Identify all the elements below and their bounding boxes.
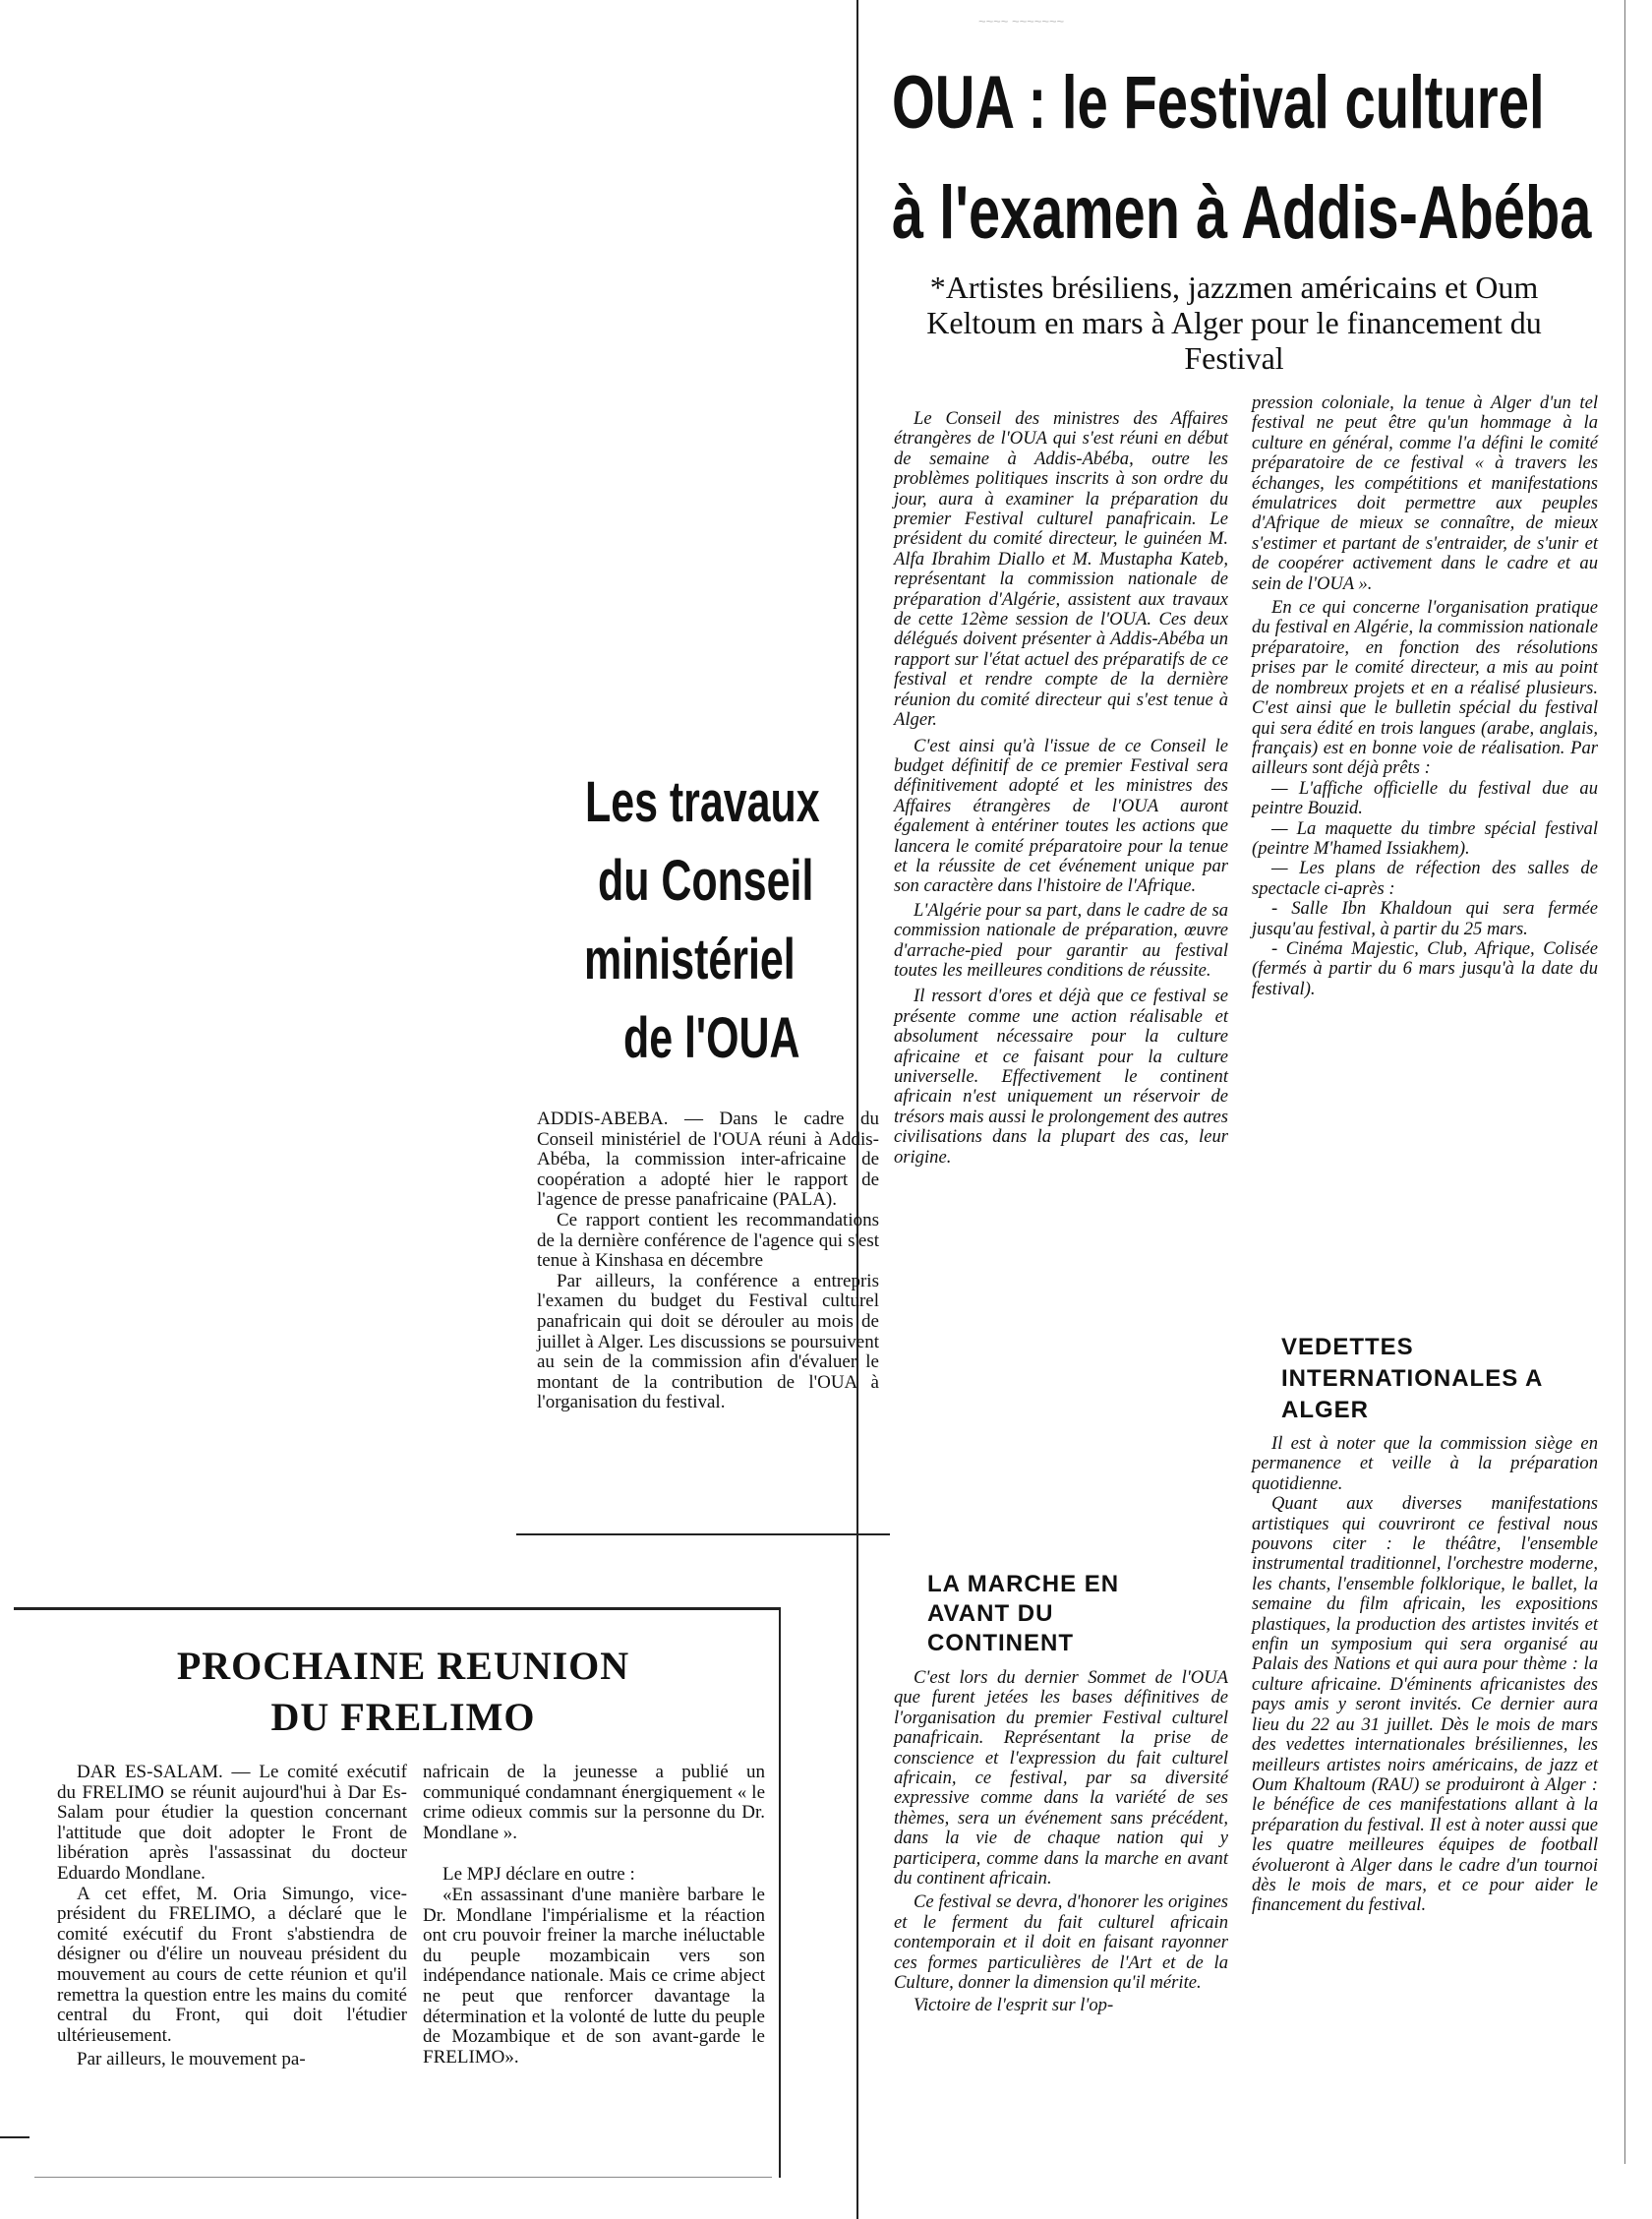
- frelimo-col1-para: Par ailleurs, le mouvement pa-: [77, 2049, 306, 2070]
- main-col1b-para: Ce festival se devra, d'honorer les origines et le ferment du fait culturel africain contemporain et il doit en faisant rayonner ces formes particulières de l'Art et de la Culture, donner la dimension qu'il mérite.: [894, 1891, 1228, 1994]
- travaux-title-line: Les travaux: [585, 770, 820, 834]
- travaux-para: Ce rapport contient les recommandations de la dernière conférence de l'agence qui s'est tenue à Kinshasa en décembre: [537, 1209, 879, 1272]
- travaux-para: Par ailleurs, la conférence a entrepris l'examen du budget du Festival culturel panafricain qui doit se dérouler au mois de juillet à Alger. Les discussions se poursuivent au sein de la commission afin d'évaluer le montant de la contribution de l'OUA à l'organisation du festival.: [537, 1270, 879, 1413]
- main-col2-para: - Cinéma Majestic, Club, Afrique, Colisée (fermés à partir du 6 mars jusqu'à la date du festival).: [1252, 937, 1598, 999]
- travaux-article: [531, 767, 895, 1534]
- main-col2: [1252, 393, 1598, 999]
- frelimo-title-line2: DU FRELIMO: [270, 1695, 536, 1739]
- frelimo-col1-para: A cet effet, M. Oria Simungo, vice-président du FRELIMO, a déclaré que le comité exécutif du Front s'abstiendra de désigner ou d'élire un nouveau président du mouvement au cours de cette réunion et qu'il remettra la question entre les mains du comité central du Front, qui doit l'étudier ultérieusement.: [57, 1883, 407, 2046]
- main-col1-para: Il ressort d'ores et déjà que ce festival se présente comme une action réalisable et absolument nécessaire pour la culture africaine et ce faisant pour la culture universelle. Effectivement le continent africain n'est uniquement un réservoir de trésors mais aussi le prolongement des autres civilisations dans la plupart des cas, leur origine.: [894, 986, 1228, 1168]
- frelimo-col1-para: DAR ES-SALAM. — Le comité exécutif du FRELIMO se réunit aujourd'hui à Dar Es-Salam pour étudier la question concernant l'attitude que doit adopter le Front de libération après l'assassinat du docteur Eduardo Mondlane.: [57, 1762, 407, 1884]
- main-col2-para: — Les plans de réfection des salles de spectacle ci-après :: [1252, 858, 1598, 899]
- main-col2-para: pression coloniale, la tenue à Alger d'un tel festival ne peut être qu'un hommage à la culture en général, comme l'a défini le comité préparatoire de ce festival « à travers les échanges, les compétitions et manifestations émulatrices doit permettre aux peuples d'Afrique de mieux se connaître, de mieux s'estimer et partant de s'entraider, de s'unir et de coopérer activement dans le cadre et au sein de l'OUA ».: [1252, 392, 1598, 594]
- main-article: [870, 59, 1618, 2203]
- frelimo-col2-para: «En assassinant d'une manière barbare le Dr. Mondlane l'impérialisme et la réaction ont cru pouvoir freiner la marche inéluctable du peuple mozambicain vers son indépendance nationale. Mais ce crime abject ne peut que renforcer davantage la détermination et la volonté de lutte du peuple de Mozambique et de son avant-garde le FRELIMO».: [423, 1884, 765, 2068]
- subhead-vedettes: VEDETTES INTERNATIONALES A ALGER: [1281, 1334, 1543, 1423]
- frelimo-col2: [423, 1763, 765, 2068]
- main-col2-para: - Salle Ibn Khaldoun qui sera fermée jusqu'au festival, à partir du 25 mars.: [1252, 898, 1598, 939]
- travaux-title-line: ministériel: [584, 928, 796, 991]
- travaux-title-line: de l'OUA: [623, 1006, 800, 1070]
- main-title-line2: à l'examen à Addis-Abéba: [892, 171, 1592, 255]
- main-col1-para: L'Algérie pour sa part, dans le cadre de sa commission nationale de préparation, œuvre d'arrache-pied pour garantir au festival toutes les meilleures conditions de réussite.: [894, 899, 1228, 981]
- main-col2b-para: Il est à noter que la commission siège en permanence et veille à la préparation quotidienne.: [1252, 1433, 1598, 1494]
- main-col1-para: Le Conseil des ministres des Affaires étrangères de l'OUA qui s'est réuni en début de semaine à Addis-Abéba, outre les problèmes politiques inscrits à son ordre du jour, aura à examiner la préparation du premier Festival culturel panafricain. Le président du comité directeur, le guinéen M. Alfa Ibrahim Diallo et M. Mustapha Kateb, représentant la commission nationale de préparation d'Algérie, assistent aux travaux de cette 12ème session de l'OUA. Ces deux délégués doivent présenter à Addis-Abéba un rapport sur l'état actuel des préparatifs de ce festival et rendre compte de la dernière réunion du comité directeur qui s'est tenue à Alger.: [894, 408, 1228, 731]
- main-col2b: [1252, 1434, 1598, 1916]
- frelimo-title-line1: PROCHAINE REUNION: [176, 1644, 630, 1688]
- frelimo-left-tick: [0, 2136, 30, 2138]
- column-rule-frelimo-top: [14, 1607, 781, 1610]
- frelimo-article: [30, 1633, 777, 2174]
- main-title-line1: OUA : le Festival culturel: [892, 61, 1545, 145]
- frelimo-col1: [57, 1763, 407, 2070]
- frelimo-col2-para: Le MPJ déclare en outre :: [442, 1864, 635, 1886]
- main-col1: [894, 409, 1228, 1168]
- main-col2b-para: Quant aux diverses manifestations artistiques qui couvriront ce festival nous pouvons citer : le théâtre, l'ensemble instrumental traditionnel, l'orchestre moderne, les chants, l'ensemble folklorique, le ballet, la semaine du film africain, les expositions plastiques, la production des artistes invités et enfin un symposium qui sera organisé au Palais des Nations et qui aura pour thème : la culture africaine. D'éminents africanistes des pays amis y seront invités. Ce dernier aura lieu du 22 au 31 juillet. Dès le mois de mars des vedettes internationales brésiliennes, les meilleurs artistes noirs américains, de jazz et Oum Khaltoum (RAU) se produiront à Alger : le bénéfice de ces manifestations allant à la préparation du festival. Il est à noter aussi que les quatre meilleures équipes de football évolueront à Alger dans le cadre d'un tournoi dès le mois de mars, et ce pour aider le financement du festival.: [1252, 1493, 1598, 1916]
- main-col1-para: C'est ainsi qu'à l'issue de ce Conseil le budget définitif de ce premier Festival sera définitivement adopté et les ministres des Affaires étrangères de l'OUA auront également à entériner toutes les actions que lancera le comité préparatoire pour la tenue et la réussite de cet événement unique par son caractère dans l'histoire de l'Afrique.: [894, 735, 1228, 897]
- frelimo-col2-para: nafricain de la jeunesse a publié un communiqué condamnant énergiquement « le crime odieux commis sur la personne du Dr. Mondlane ».: [423, 1762, 765, 1843]
- main-col2-para: — La maquette du timbre spécial festival (peintre M'hamed Issiakhem).: [1252, 817, 1598, 859]
- main-col2-para: En ce qui concerne l'organisation pratique du festival en Algérie, la commission nationale préparatoire, en fonction des résolutions prises par le comité directeur, a mis au point de nombreux projets et en a réalisé plusieurs. C'est ainsi que le bulletin spécial du festival qui sera édité en trois langues (arabe, anglais, français) est en bonne voie de réalisation. Par ailleurs sont déjà prêts :: [1252, 597, 1598, 779]
- travaux-body: [537, 1110, 879, 1413]
- main-col1b: [894, 1668, 1228, 2015]
- main-col1b-para: C'est lors du dernier Sommet de l'OUA que furent jetées les bases définitives de l'organisation du premier Festival culturel panafricain. Représentant la prise de conscience et l'expression du fait culturel africain, ce festival, par sa diversité expressive comme dans la variété de ses thèmes, sera un événement sans précédent, dans la vie de chaque nation qui y participera, comme dans la marche en avant du continent africain.: [894, 1667, 1228, 1889]
- subhead-marche: LA MARCHE EN AVANT DU CONTINENT: [927, 1571, 1120, 1656]
- travaux-para: ADDIS-ABEBA. — Dans le cadre du Conseil ministériel de l'OUA réuni à Addis-Abéba, la commission inter-africaine de coopération a adopté hier le rapport de l'agence de presse panafricaine (PALA).: [537, 1109, 879, 1211]
- main-subtitle: *Artistes brésiliens, jazzmen américains et Oum Keltoum en mars à Alger pour le financement du Festival: [926, 270, 1542, 376]
- bleed-through-top: ~~~~ ~~~~~~~: [978, 14, 1065, 29]
- column-rule-frelimo-bottom: [34, 2177, 772, 2178]
- main-col1b-para: Victoire de l'esprit sur l'op-: [914, 1994, 1114, 2015]
- column-rule-main-right: [1624, 0, 1625, 2164]
- main-col2-para: — L'affiche officielle du festival due au peintre Bouzid.: [1252, 777, 1598, 819]
- column-rule-frelimo-right: [779, 1607, 781, 2178]
- travaux-title-line: du Conseil: [598, 849, 814, 913]
